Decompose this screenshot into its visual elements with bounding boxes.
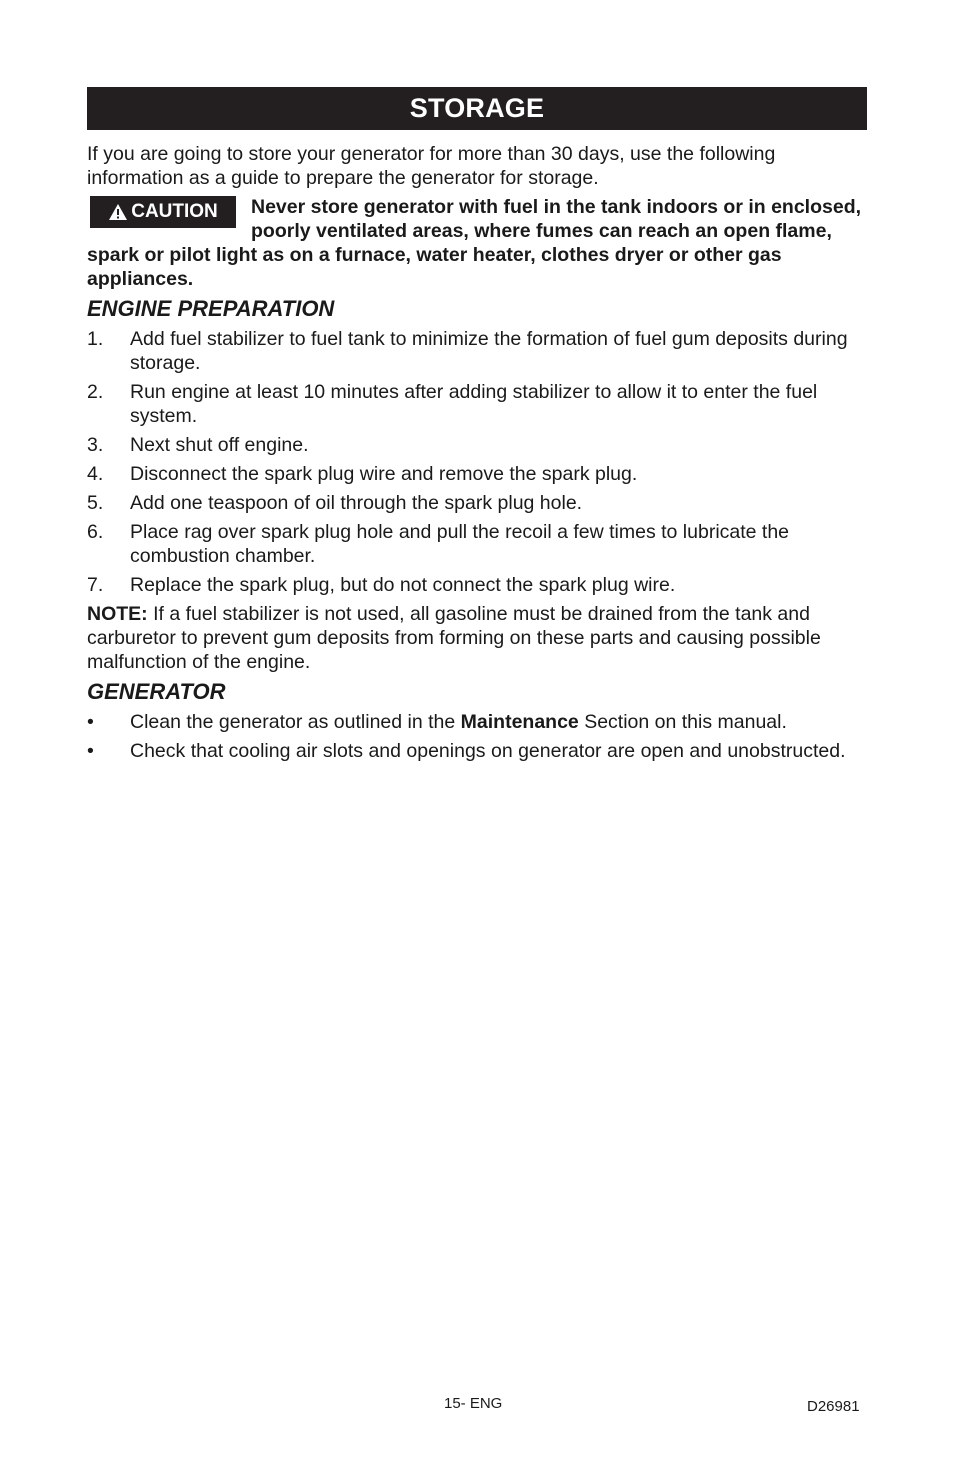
list-item [87,380,867,428]
page-number: 15- ENG [444,1395,503,1412]
generator-heading: GENERATOR [87,679,226,704]
step-number: 7. [87,574,104,596]
item-text: Check that cooling air slots and openings on generator are open and unobstructed. [130,740,846,762]
step-number: 3. [87,434,104,456]
step-number: 6. [87,521,104,543]
step-text: Replace the spark plug, but do not connect the spark plug wire. [130,574,676,596]
step-number: 5. [87,492,104,514]
engine-preparation-heading: ENGINE PREPARATION [87,296,335,321]
section-title-bar [87,87,867,130]
step-text: Place rag over spark plug hole and pull the recoil a few times to lubricate the combustion chamber. [130,521,790,567]
step-text: Add fuel stabilizer to fuel tank to minimize the formation of fuel gum deposits during storage. [130,328,848,374]
document-code: D26981 [807,1398,860,1415]
caution-badge [90,196,236,228]
item-text-before: Clean the generator as outlined in the [130,711,461,733]
note-text: If a fuel stabilizer is not used, all gasoline must be drained from the tank and carburetor to prevent gum deposits from forming on these parts and causing possible malfunction of the engine. [87,603,821,673]
engine-preparation-steps [87,327,867,597]
caution-block [87,195,867,291]
generator-list [87,710,867,763]
list-item [87,573,867,597]
step-text: Next shut off engine. [130,434,309,456]
list-item [87,520,867,568]
list-item [87,462,867,486]
step-number: 2. [87,381,104,403]
list-item [87,327,867,375]
list-item [87,739,867,763]
intro-paragraph: If you are going to store your generator for more than 30 days, use the following information as a guide to prepare the generator for storage. [87,143,776,189]
maintenance-reference: Maintenance [460,711,579,733]
page-title: STORAGE [409,93,545,123]
bullet: • [87,711,94,733]
item-text-after: Section on this manual. [578,711,787,733]
step-text: Disconnect the spark plug wire and remove the spark plug. [130,463,638,485]
step-text: Run engine at least 10 minutes after adding stabilizer to allow it to enter the fuel system. [130,381,818,427]
note-paragraph [87,602,867,674]
list-item [87,491,867,515]
list-item [87,433,867,457]
step-number: 4. [87,463,104,485]
caution-label: CAUTION [131,201,218,222]
note-label: NOTE: [87,603,148,625]
bullet: • [87,740,94,762]
caution-text: Never store generator with fuel in the tank indoors or in enclosed, poorly ventilated areas, where fumes can reach an open flame, spark or pilot light as on a furnace, water heater, clothes dryer or other gas appliances. [87,196,862,290]
list-item [87,710,867,734]
step-text: Add one teaspoon of oil through the spark plug hole. [130,492,583,514]
warning-triangle-icon [108,203,128,221]
step-number: 1. [87,328,104,350]
manual-page [87,87,867,768]
